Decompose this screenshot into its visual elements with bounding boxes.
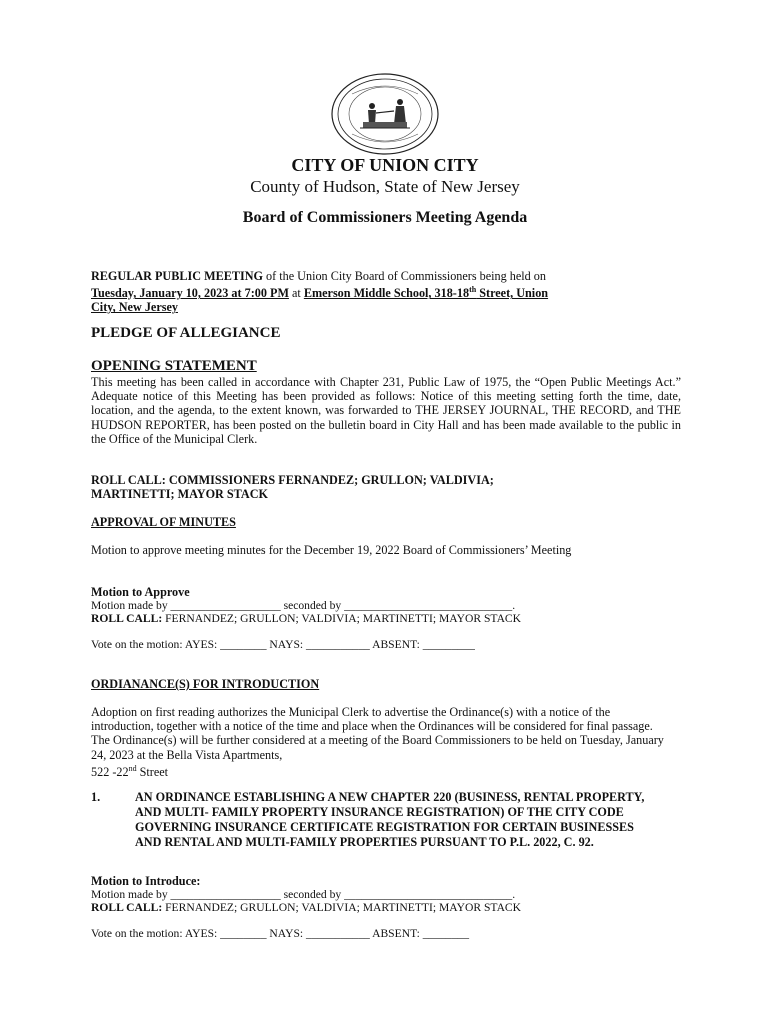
minutes-motion-title: Motion to Approve [91, 585, 190, 599]
city-seal-icon [330, 72, 440, 156]
meeting-at: at [288, 286, 304, 301]
meeting-venue: Emerson Middle School, 318-18th Street, Union [303, 285, 549, 301]
opening-statement-heading: OPENING STATEMENT [91, 358, 257, 374]
meeting-intro: of the Union City Board of Commissioners being held on [263, 269, 546, 283]
ordinance-vote-line: Vote on the motion: AYES: ________ NAYS: ___________ ABSENT: ________ [91, 927, 470, 940]
ordinance-roll-label: ROLL CALL: [91, 901, 163, 914]
ordinances-text: Adoption on first reading authorizes the Municipal Clerk to advertise the Ordinance(s) with a notice of the introduction, together with a notice of the time and place when the Ordinances will be considered for final passage. The Ordinance(s) will be further considered at a meeting of the Board Commissioners to be held on Tuesday, January 24, 2023 at the Bella Vista Apartments, 522 -22nd Street [91, 705, 664, 779]
ordinance-title: AN ORDINANCE ESTABLISHING A NEW CHAPTER 220 (BUSINESS, RENTAL PROPERTY, AND MULTI- FAMILY PROPERTY INSURANCE REGISTRATION) OF THE CITY CODE GOVERNING INSURANCE CERTIFICATE REGISTRATION FOR CERTAIN BUSINESSES AND RENTAL AND MULTI-FAMILY PROPERTIES PURSUANT TO P.L. 2022, C. 92. [135, 790, 645, 849]
meeting-type: REGULAR PUBLIC MEETING [91, 269, 263, 283]
ordinance-roll-names: FERNANDEZ; GRULLON; VALDIVIA; MARTINETTI; MAYOR STACK [162, 901, 522, 914]
minutes-motion-line: Motion made by ___________________ seconded by _____________________________. [91, 599, 516, 612]
pledge-heading: PLEDGE OF ALLEGIANCE [91, 325, 281, 341]
roll-call-line-2: MARTINETTI; MAYOR STACK [91, 487, 268, 502]
opening-statement-text: This meeting has been called in accordance with Chapter 231, Public Law of 1975, the “Open Public Meetings Act.” Adequate notice of this Meeting has been provided as follows: Notice of this meeting setting forth the time, date, location, and the agenda, to the extent known, was forwarded to THE JERSEY JOURNAL, THE RECORD, and THE HUDSON REPORTER, has been posted on the bulletin board in City Hall and has been made available to the public in the Office of the Municipal Clerk. [91, 375, 681, 446]
county-subtitle: County of Hudson, State of New Jersey [250, 177, 520, 196]
meeting-venue-city: City, New Jersey [91, 300, 178, 315]
ordinance-number: 1. [91, 790, 101, 804]
minutes-text: Motion to approve meeting minutes for the December 19, 2022 Board of Commissioners’ Meeting [91, 543, 572, 557]
agenda-title: Board of Commissioners Meeting Agenda [242, 209, 528, 226]
regular-meeting-notice [91, 269, 681, 315]
minutes-heading: APPROVAL OF MINUTES [91, 515, 236, 529]
ordinances-heading: ORDIANANCE(S) FOR INTRODUCTION [91, 677, 320, 691]
minutes-roll-call [91, 612, 521, 625]
city-title: CITY OF UNION CITY [291, 155, 479, 175]
roll-call-line-1: ROLL CALL: COMMISSIONERS FERNANDEZ; GRULLON; VALDIVIA; [91, 473, 494, 487]
minutes-roll-names: FERNANDEZ; GRULLON; VALDIVIA; MARTINETTI; MAYOR STACK [162, 612, 522, 625]
ordinance-motion-title: Motion to Introduce: [91, 874, 201, 888]
minutes-vote-line: Vote on the motion: AYES: ________ NAYS: ___________ ABSENT: _________ [91, 638, 475, 651]
meeting-date: Tuesday, January 10, 2023 at 7:00 PM [91, 286, 289, 301]
roll-call-main [91, 473, 681, 501]
ordinance-motion-line: Motion made by ___________________ seconded by _____________________________. [91, 888, 516, 901]
ordinance-roll-call [91, 901, 521, 914]
ordinances-address: 522 -22nd Street [91, 763, 169, 779]
minutes-roll-label: ROLL CALL: [91, 612, 163, 625]
